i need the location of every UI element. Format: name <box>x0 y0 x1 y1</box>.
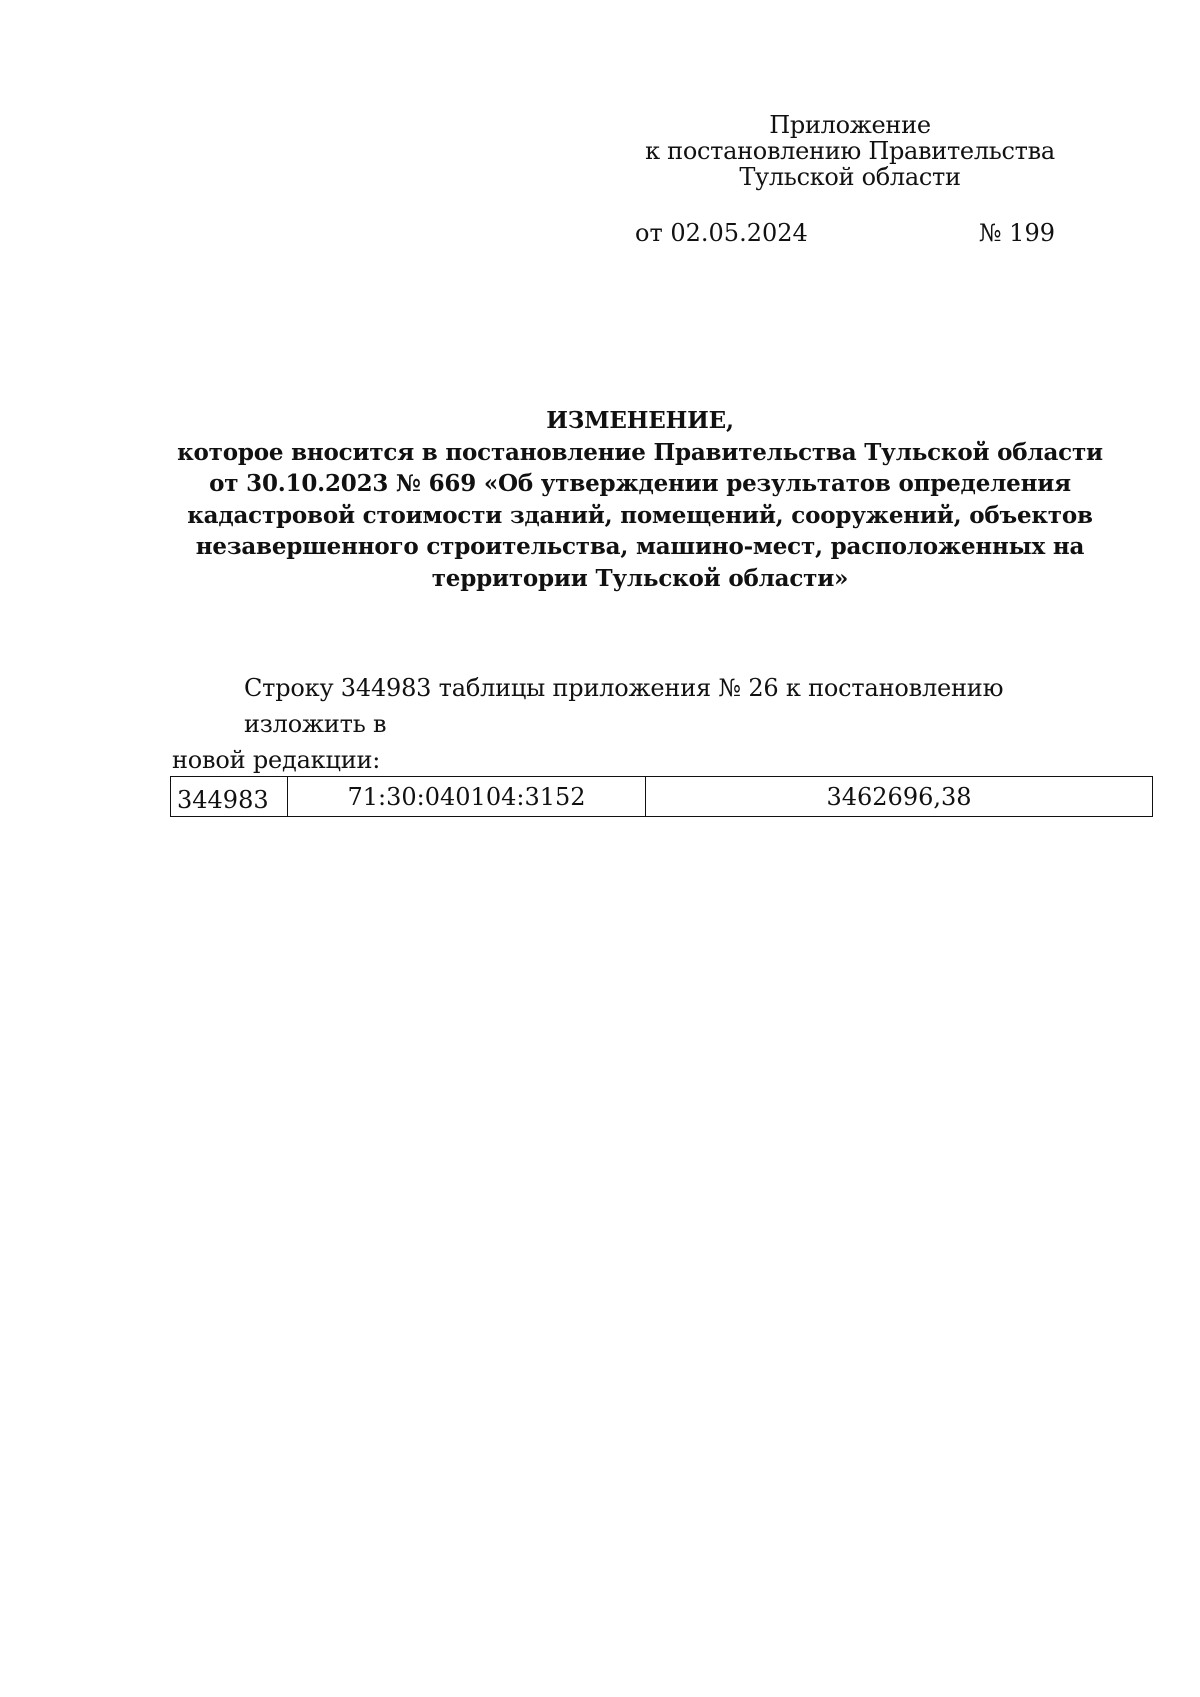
title-line-2: которое вносится в постановление Правительства Тульской области <box>177 438 1103 466</box>
cell-row-number: 344983 <box>171 777 288 817</box>
title-line-3: от 30.10.2023 № 669 «Об утверждении результатов определения <box>209 470 1071 497</box>
resolution-date-line <box>635 220 1055 246</box>
annex-line-3: Тульской области <box>739 163 961 191</box>
table-row <box>171 777 1153 817</box>
cell-cadastral-number: 71:30:040104:3152 <box>288 777 646 817</box>
title-line-1: ИЗМЕНЕНИЕ, <box>546 407 734 434</box>
cell-cadastral-value: 3462696,38 <box>646 777 1153 817</box>
resolution-date: от 02.05.2024 <box>635 219 808 247</box>
resolution-number: № 199 <box>978 219 1055 247</box>
body-line-2: новой редакции: <box>172 746 381 774</box>
title-line-4: кадастровой стоимости зданий, помещений, сооружений, объектов <box>187 501 1093 529</box>
cadastral-table <box>170 776 1153 817</box>
annex-line-1: Приложение <box>769 111 931 139</box>
annex-line-2: к постановлению Правительства <box>645 137 1055 165</box>
annex-header <box>640 112 1060 190</box>
body-paragraph <box>172 670 1122 778</box>
title-line-6: территории Тульской области» <box>431 564 849 592</box>
document-title <box>150 405 1130 594</box>
body-line-1: Строку 344983 таблицы приложения № 26 к постановлению изложить в <box>244 674 1004 738</box>
title-line-5: незавершенного строительства, машино-мест, расположенных на <box>195 533 1085 560</box>
